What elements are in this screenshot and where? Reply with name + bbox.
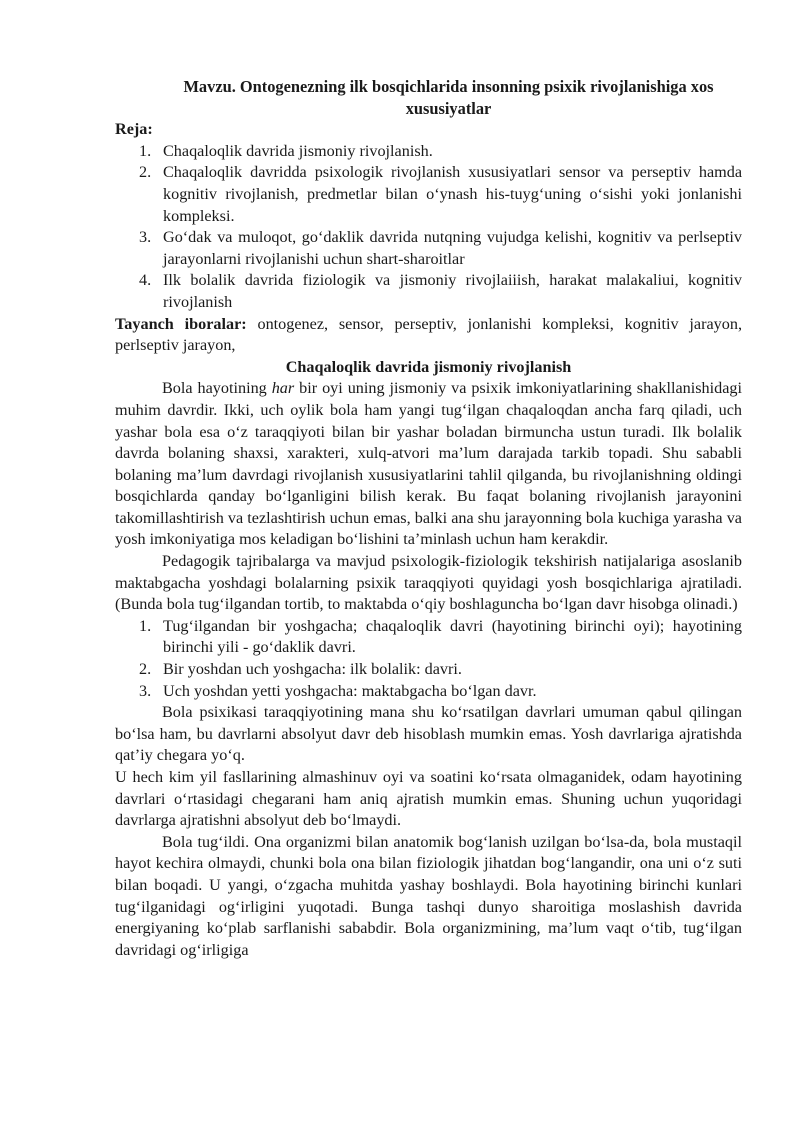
stage-item-number: 2. [139, 660, 152, 679]
paragraph-3: Bola psixikasi taraqqiyotining mana shu ko‘rsatilgan davrlari umuman qabul qilingan bo‘lsa ham, bu davrlarni absolyut davr deb hisoblash mumkin emas. Yosh davrlariga ajratishda qat’iy chegara yo‘q. [115, 703, 742, 765]
keywords-paragraph [115, 314, 742, 357]
plan-item-number: 1. [139, 141, 152, 160]
stage-item [115, 681, 742, 703]
paragraph-4: U hech kim yil fasllarining almashinuv oyi va soatini ko‘rsata olmaganidek, odam hayotining davrlari o‘rtasidagi chegarani ham aniq ajratish mumkin emas. Shuning uchun yuqoridagi davrlarga ajratishni absolyut deb bo‘lmaydi. [115, 768, 742, 830]
stage-item [115, 616, 742, 659]
stage-item-number: 3. [139, 681, 152, 700]
document-page [115, 76, 742, 961]
document-title: Mavzu. Ontogenezning ilk bosqichlarida insonning psixik rivojlanishiga xos xususiyatlar [183, 77, 714, 118]
plan-item-text: Chaqaloqlik davrida jismoniy rivojlanish. [163, 141, 433, 160]
plan-item-number: 3. [139, 228, 152, 247]
stage-item-text: Tug‘ilgandan bir yoshgacha; chaqaloqlik davri (hayotining birinchi oyi); hayotining birinchi yili - go‘daklik davri. [163, 616, 742, 657]
paragraph-1 [115, 378, 742, 551]
plan-item [115, 141, 742, 163]
stage-item [115, 659, 742, 681]
paragraph-1-italic: har [271, 379, 295, 398]
plan-item-text: Go‘dak va muloqot, go‘daklik davrida nutqning vujudga kelishi, kognitiv va perlseptiv jarayonlarni rivojlanishi uchun shart-sharoitlar [163, 228, 742, 268]
plan-item [115, 162, 742, 227]
stage-item-text: Bir yoshdan uch yoshgacha: ilk bolalik: davri. [163, 660, 462, 679]
plan-item-number: 2. [139, 163, 152, 182]
paragraph-2: Pedagogik tajribalarga va mavjud psixologik-fiziologik tekshirish natijalariga asoslanib maktabgacha yoshdagi bolalarning psixik taraqqiyoti quyidagi yosh bosqichlariga ajratiladi.(Bunda bola tug‘ilgandan tortib, to maktabda o‘qiy boshlaguncha bo‘lgan davr hisobga olinadi.) [115, 552, 742, 614]
section-heading: Chaqaloqlik davrida jismoniy rivojlanish [285, 357, 572, 376]
stages-list [115, 616, 742, 702]
paragraph-1-rest: bir oyi uning jismoniy va psixik imkoniyatlarining shakllanishidagi muhim davrdir. Ikki, uch oylik bola ham yangi tug‘ilgan chaqaloqdan ancha farq qiladi, uch yashar bola esa o‘z taraqqiyoti bilan bir yashar boladan birmuncha ustun turadi. Ilk bolalik davrda bolaning shaxsi, xarakteri, xulq-atvori ma’lum darajada tarkib topadi. Shu sababli bolaning ma’lum davrdagi rivojlanish xususiyatlarini tahlil qilganda, bu rivojlanishning oldingi bosqichlarda qanday bo‘lganligini bilish kerak. Bu faqat bolaning rivojlanish jarayonini takomillashtirish va tezlashtirish uchun emas, balki ana shu jarayonning bola kuchiga yarasha va yosh imkoniyatiga mos keladigan bo‘lishini ta’minlash uchun ham kerakdir. [115, 379, 742, 549]
paragraph-1-start: Bola hayotining [162, 379, 272, 398]
stage-item-number: 1. [139, 616, 152, 635]
plan-list [115, 141, 742, 314]
plan-item-text: Ilk bolalik davrida fiziologik va jismoniy rivojlaiiish, harakat malakaliui, kognitiv rivojlanish [163, 271, 742, 311]
paragraph-5: Bola tug‘ildi. Ona organizmi bilan anatomik bog‘lanish uzilgan bo‘lsa-da, bola mustaqil hayot kechira olmaydi, chunki bola ona bilan fiziologik jihatdan bog‘langandir, ona uni o‘z suti bilan boqadi. U yangi, o‘zgacha muhitda yashay boshlaydi. Bola hayotining birinchi kunlari tug‘ilganidagi og‘irligini yuqotadi. Bunga tashqi dunyo sharoitiga moslashish davrida energiyaning ko‘plab sarflanishi sababdir. Bola organizmining, ma’lum vaqt o‘tib, tug‘ilgan davridagi og‘irligiga [115, 832, 742, 959]
plan-item-number: 4. [139, 271, 152, 290]
plan-item [115, 270, 742, 313]
stage-item-text: Uch yoshdan yetti yoshgacha: maktabgacha bo‘lgan davr. [163, 681, 537, 700]
keywords-text: ontogenez, sensor, perseptiv, jonlanishi kompleksi, kognitiv jarayon, perlseptiv jarayon, [115, 314, 742, 355]
plan-label: Reja: [115, 120, 153, 139]
plan-item-text: Chaqaloqlik davridda psixologik rivojlanish xususiyatlari sensor va perseptiv hamda kognitiv rivojlanish, predmetlar bilan o‘ynash his-tuyg‘uning o‘sishi yoki jonlanishi kompleksi. [163, 163, 742, 225]
keywords-label: Tayanch iboralar: [115, 314, 247, 333]
plan-item [115, 227, 742, 270]
